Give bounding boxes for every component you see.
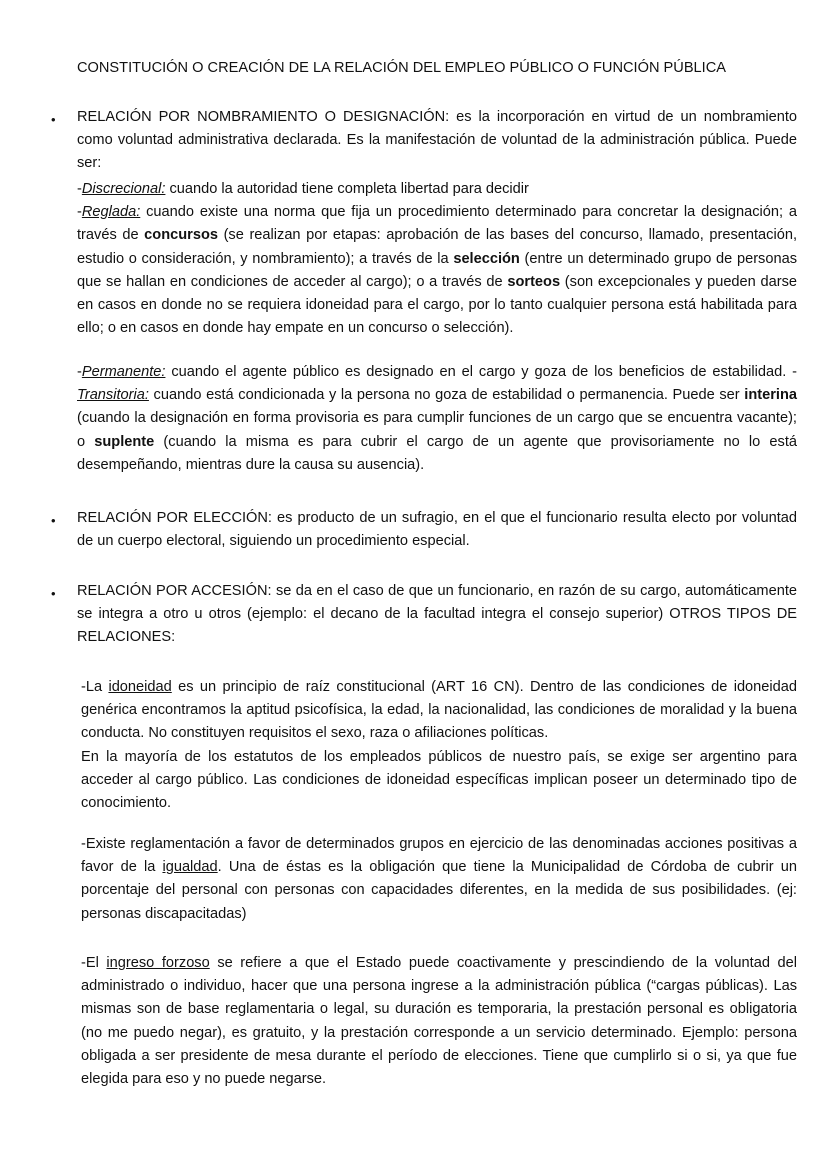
dash: - <box>77 364 82 380</box>
text: -Existe reglamentación a favor de determinados grupos en ejercicio de las denominadas acciones positivas a favor de la <box>81 836 797 876</box>
text: se refiere a que el Estado puede coactivamente y prescindiendo de la voluntad del administrado o individuo, hacer que una persona ingrese a la administración pública (“cargas públicas). Las mismas son de base reglamentaria o legal, su duración es temporaria, la prestación personal es obligatoria (no me puedo negar), es gratuito, y la prestación corresponde a un servicio determinado. Ejemplo: persona obligada a ser presidente de mesa durante el período de elecciones. Tiene que cumplirlo si o si, ya que fue elegida para eso y no puede negarse. <box>81 955 798 1088</box>
bullet-marker: • <box>51 513 56 528</box>
underlined-igualdad: igualdad <box>162 859 218 876</box>
text: -La <box>81 679 109 695</box>
section-nombramiento-paragraph: RELACIÓN POR NOMBRAMIENTO O DESIGNACIÓN: es la incorporación en virtud de un nombramiento como voluntad administrativa declarada. Es la manifestación de voluntad de la administración pública. Puede ser: <box>77 109 797 172</box>
bold-concursos: concursos <box>144 227 218 244</box>
text: (entre un determinado grupo de personas que se hallan en condiciones de acceder al cargo); o a través de <box>77 250 798 290</box>
text: -El <box>81 955 107 971</box>
text: es un principio de raíz constitucional (ART 16 CN). Dentro de las condiciones de idoneidad genérica encontramos la aptitud psicofísica, la edad, la nacionalidad, las condiciones de moralidad y la buena conducta. No constituyen requisitos el sexo, raza o afiliaciones políticas. <box>81 679 798 742</box>
bold-sorteos: sorteos <box>507 273 561 290</box>
term-reglada: Reglada: <box>81 204 141 221</box>
text: (son excepcionales y pueden darse en casos en donde no se requiera idoneidad para el cargo, por lo tanto cualquier persona está habilitada para ello; o en casos en donde hay empate en un concurso o selección). <box>77 273 797 337</box>
permanente-transitoria-paragraph <box>77 361 797 477</box>
bullet-marker: • <box>51 112 56 127</box>
text: cuando el agente público es designado en el cargo y goza de los beneficios de estabilidad. - <box>165 364 797 380</box>
idoneidad-paragraph <box>81 676 797 815</box>
term-transitoria: Transitoria: <box>77 387 149 404</box>
underlined-ingreso-forzoso: ingreso forzoso <box>106 955 210 971</box>
dash: - <box>77 181 82 197</box>
bold-suplente: suplente <box>94 433 155 450</box>
text: . Una de éstas es la obligación que tiene la Municipalidad de Córdoba de cubrir un porcentaje del personal con personas con capacidades diferentes, en la medida de sus posibilidades. (ej: personas discapacitadas) <box>81 859 797 922</box>
section-accesion-paragraph: RELACIÓN POR ACCESIÓN: se da en el caso de que un funcionario, en razón de su cargo, automáticamente se integra a otro u otros (ejemplo: el decano de la facultad integra el consejo superior) OTROS TIPOS DE RELACIONES: <box>77 583 797 646</box>
text: cuando existe una norma que fija un procedimiento determinado para concretar la designación; a través de <box>77 204 797 244</box>
section-eleccion-paragraph: RELACIÓN POR ELECCIÓN: es producto de un sufragio, en el que el funcionario resulta electo por voluntad de un cuerpo electoral, siguiendo un procedimiento especial. <box>77 510 797 550</box>
text: (cuando la misma es para cubrir el cargo de un agente que provisoriamente no lo está desempeñando, mientras dure la causa su ausencia). <box>77 433 798 473</box>
bold-interina: interina <box>744 387 797 404</box>
text: (cuando la designación en forma provisoria es para cumplir funciones de un cargo que se encuentra vacante); o <box>77 410 797 450</box>
underlined-idoneidad: idoneidad <box>108 679 172 695</box>
term-discrecional: Discrecional: <box>81 181 166 197</box>
text: (se realizan por etapas: aprobación de las bases del concurso, llamado, presentación, estudio o consideración, y nombramiento); a través de la <box>77 227 797 267</box>
igualdad-paragraph <box>81 833 797 926</box>
dash: - <box>77 204 82 221</box>
term-permanente: Permanente: <box>81 364 166 380</box>
bullet-marker: • <box>51 586 56 601</box>
text: cuando está condicionada y la persona no goza de estabilidad o permanencia. Puede ser <box>148 387 745 404</box>
discrecional-reglada-paragraph <box>77 178 797 340</box>
text: cuando la autoridad tiene completa libertad para decidir <box>165 181 529 197</box>
document-title: CONSTITUCIÓN O CREACIÓN DE LA RELACIÓN DEL EMPLEO PÚBLICO O FUNCIÓN PÚBLICA <box>77 60 727 76</box>
text: En la mayoría de los estatutos de los empleados públicos de nuestro país, se exige ser argentino para acceder al cargo público. Las condiciones de idoneidad específicas implican poseer un determinado tipo de conocimiento. <box>81 748 797 812</box>
bold-seleccion: selección <box>453 250 520 267</box>
ingreso-forzoso-paragraph <box>81 952 797 1091</box>
